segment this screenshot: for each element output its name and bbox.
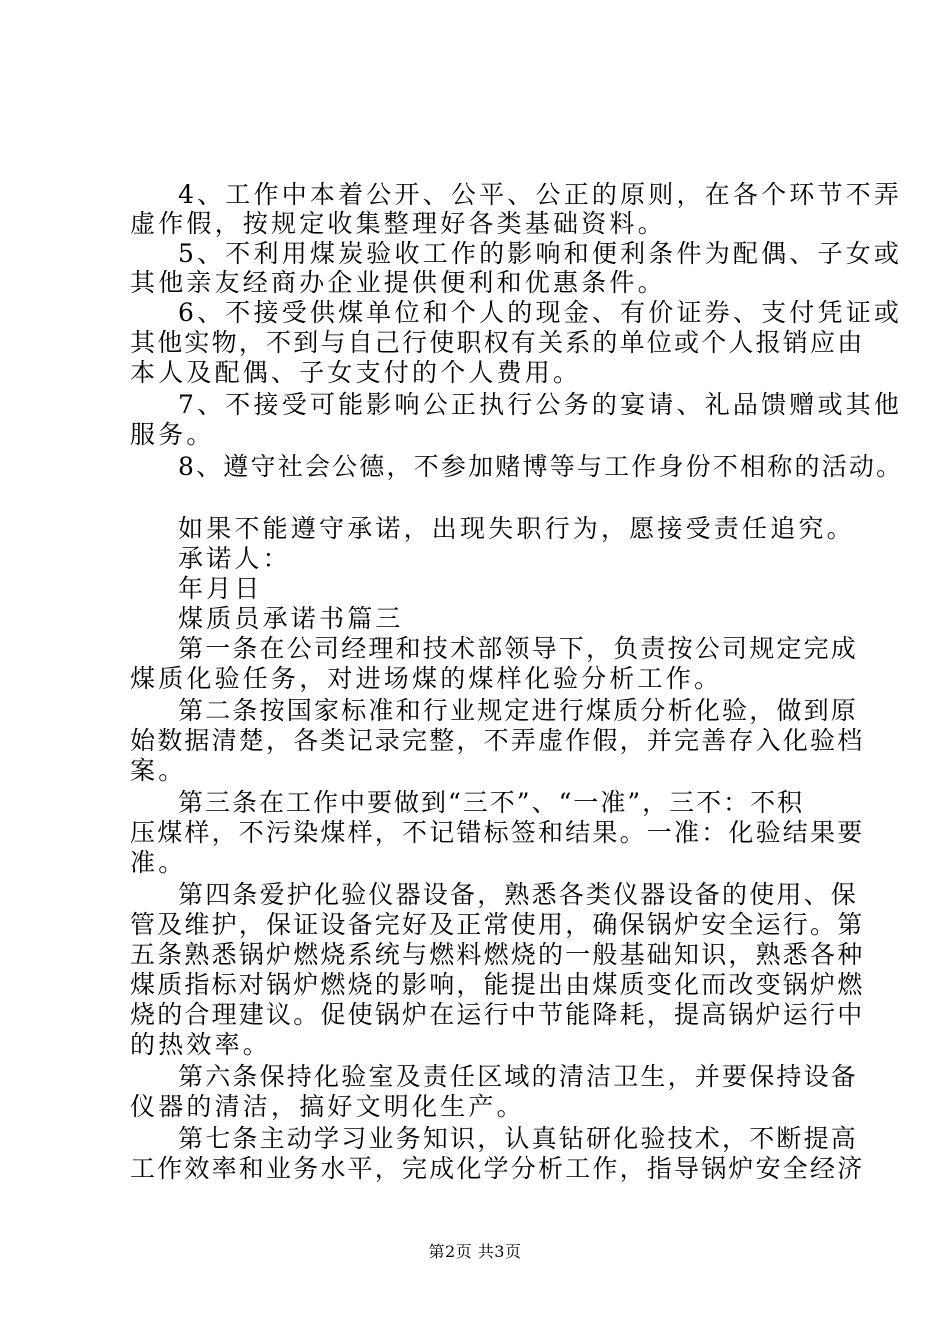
paragraph-line: 4、工作中本着公开、公平、公正的原则，在各个环节不弄 — [178, 180, 903, 209]
paragraph-line: 8、遵守社会公德，不参加赌博等与工作身份不相称的活动。 — [178, 452, 904, 481]
paragraph-line: 仪器的清洁，搞好文明化生产。 — [130, 1092, 525, 1121]
paragraph-line: 始数据清楚，各类记录完整，不弄虚作假，并完善存入化验档 — [130, 726, 865, 755]
paragraph-line: 煤质化验任务，对进场煤的煤样化验分析工作。 — [130, 664, 723, 693]
paragraph-line: 本人及配偶、子女支付的个人费用。 — [130, 358, 582, 387]
paragraph-line: 工作效率和业务水平，完成化学分析工作，指导锅炉安全经济 — [130, 1154, 865, 1183]
page-number-footer: 第2页 共3页 — [428, 1242, 522, 1261]
paragraph-line: 虚作假，按规定收集整理好各类基础资料。 — [130, 209, 666, 238]
paragraph-line: 其他亲友经商办企业提供便利和优惠条件。 — [130, 268, 666, 297]
signatory-label: 承诺人： — [178, 544, 291, 573]
closing-statement: 如果不能遵守承诺，出现失职行为，愿接受责任追究。 — [178, 514, 855, 543]
paragraph-line: 第七条主动学习业务知识，认真钻研化验技术，不断提高 — [178, 1124, 859, 1153]
paragraph-line: 管及维护，保证设备完好及正常使用，确保锅炉安全运行。第 — [130, 910, 865, 939]
paragraph-line: 6、不接受供煤单位和个人的现金、有价证券、支付凭证或 — [178, 298, 903, 327]
paragraph-line: 服务。 — [130, 420, 215, 449]
paragraph-line: 第一条在公司经理和技术部领导下，负责按公司规定完成 — [178, 634, 859, 663]
paragraph-line: 压煤样，不污染煤样，不记错标签和结果。一准：化验结果要 — [130, 818, 865, 847]
paragraph-line: 5、不利用煤炭验收工作的影响和便利条件为配偶、子女或 — [178, 239, 903, 268]
paragraph-line: 其他实物，不到与自己行使职权有关系的单位或个人报销应由 — [130, 328, 865, 357]
paragraph-line: 第二条按国家标准和行业规定进行煤质分析化验，做到原 — [178, 696, 859, 725]
paragraph-line: 7、不接受可能影响公正执行公务的宴请、礼品馈赠或其他 — [178, 390, 903, 419]
paragraph-line: 五条熟悉锅炉燃烧系统与燃料燃烧的一般基础知识，熟悉各种 — [130, 940, 865, 969]
section-heading: 煤质员承诺书篇三 — [178, 604, 404, 633]
paragraph-line: 第六条保持化验室及责任区域的清洁卫生，并要保持设备 — [178, 1062, 859, 1091]
date-label: 年月日 — [178, 574, 263, 603]
paragraph-line: 案。 — [130, 756, 187, 785]
paragraph-line: 煤质指标对锅炉燃烧的影响，能提出由煤质变化而改变锅炉燃 — [130, 970, 865, 999]
paragraph-line: 第三条在工作中要做到“三不”、“一准”，三不：不积 — [178, 788, 805, 817]
paragraph-line: 的热效率。 — [130, 1030, 272, 1059]
paragraph-line: 烧的合理建议。促使锅炉在运行中节能降耗，提高锅炉运行中 — [130, 1000, 865, 1029]
paragraph-line: 第四条爱护化验仪器设备，熟悉各类仪器设备的使用、保 — [178, 880, 859, 909]
paragraph-line: 准。 — [130, 848, 187, 877]
